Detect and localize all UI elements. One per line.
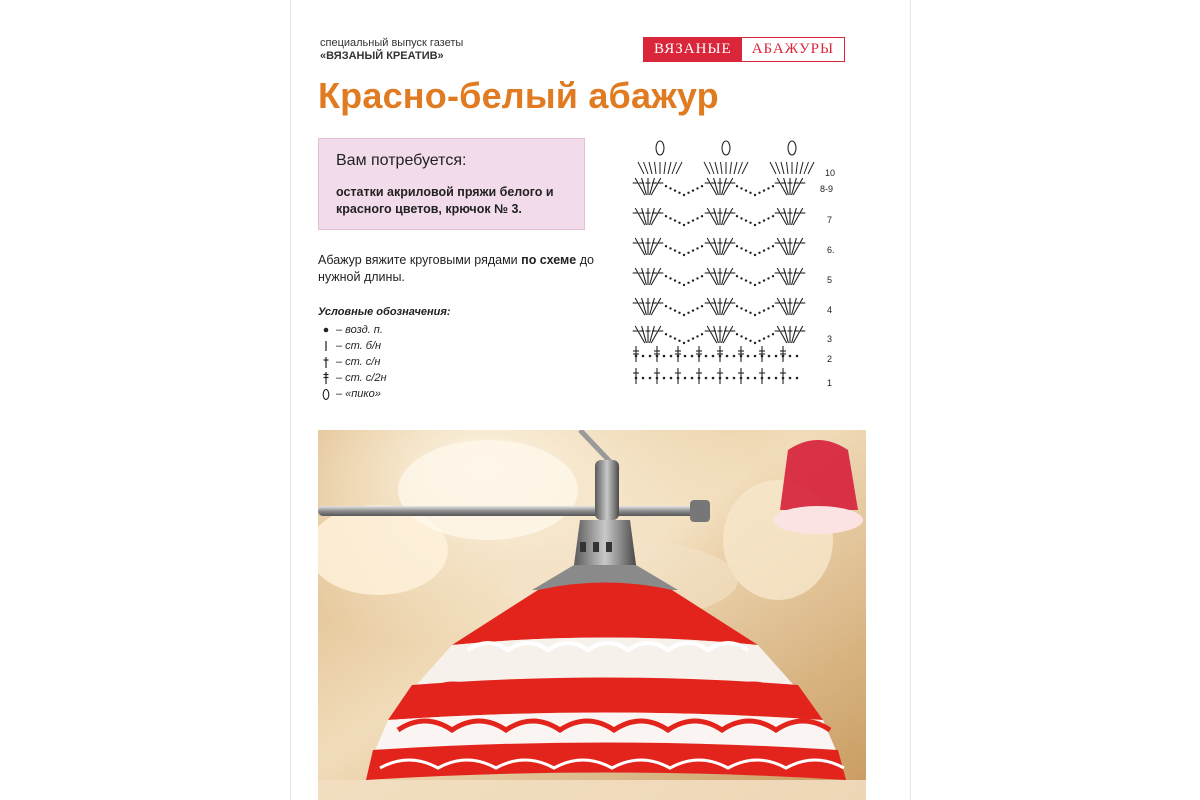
chain-dot — [663, 377, 666, 380]
chain-dot — [665, 275, 667, 277]
stitch-mark — [777, 208, 787, 225]
chain-dot — [684, 377, 687, 380]
chain-dot — [683, 224, 685, 226]
chain-dot — [701, 275, 703, 277]
page-right-edge — [910, 0, 911, 800]
chain-dot — [665, 333, 667, 335]
chain-dot — [712, 377, 715, 380]
stitch-mark — [635, 326, 645, 343]
chain-dot — [775, 355, 778, 358]
row-label: 3 — [827, 334, 833, 344]
stitch-mark — [792, 298, 797, 315]
chain-dot — [701, 215, 703, 217]
chain-dot — [669, 277, 671, 279]
chain-dot — [665, 305, 667, 307]
stitch-mark — [723, 268, 733, 285]
chain-dot — [763, 279, 765, 281]
chain-dot — [740, 247, 742, 249]
chain-dot — [687, 252, 689, 254]
legend-item: – ст. б/н — [318, 338, 578, 354]
stitch-mark — [715, 162, 718, 174]
chain-dot — [754, 314, 756, 316]
chain-dot — [683, 314, 685, 316]
chain-dot — [674, 219, 676, 221]
chain-dot — [649, 377, 652, 380]
stitch-mark — [676, 162, 682, 174]
chain-dot — [692, 219, 694, 221]
chain-dot — [740, 307, 742, 309]
stitch-mark — [742, 162, 748, 174]
stitch-mark — [668, 162, 671, 174]
legend-item: – возд. п. — [318, 322, 578, 338]
chain-dot — [749, 312, 751, 314]
row-label: 10 — [825, 168, 836, 178]
chain-dot — [772, 185, 774, 187]
chain-dot — [763, 309, 765, 311]
issue-line-1: специальный выпуск газеты — [320, 37, 464, 49]
chain-dot — [678, 222, 680, 224]
materials-title: Вам потребуется: — [336, 152, 467, 169]
stitch-mark — [651, 178, 661, 195]
chain-dot — [758, 192, 760, 194]
chain-dot — [687, 282, 689, 284]
stitch-mark — [649, 162, 652, 174]
chain-dot — [696, 307, 698, 309]
chain-dot — [768, 355, 771, 358]
stitch-mark — [730, 162, 732, 174]
stitch-mark — [792, 208, 797, 225]
chain-dot — [691, 355, 694, 358]
legend-item-text: «пико» — [345, 388, 381, 400]
page-left-edge — [290, 0, 291, 800]
chain-dot — [674, 249, 676, 251]
stitch-mark — [707, 238, 717, 255]
chain-dot — [670, 355, 673, 358]
chain-dot — [754, 194, 756, 196]
diagram-marks — [633, 141, 814, 384]
chain-dot — [767, 277, 769, 279]
chain-dot — [740, 335, 742, 337]
stitch-mark — [635, 208, 645, 225]
chain-dot — [796, 355, 799, 358]
stitch-mark — [784, 298, 789, 315]
stitch-mark — [777, 178, 787, 195]
row-label: 2 — [827, 354, 833, 364]
picot-mark — [722, 141, 730, 155]
chain-dot — [678, 192, 680, 194]
stitch-mark — [714, 268, 719, 285]
stitch-mark — [793, 238, 803, 255]
chain-dot — [796, 377, 799, 380]
stitch-mark — [793, 268, 803, 285]
stitch-mark — [723, 208, 733, 225]
stitch-mark — [793, 208, 803, 225]
stitch-mark — [722, 268, 727, 285]
chain-dot — [754, 254, 756, 256]
picot-mark — [788, 141, 796, 155]
oval-icon — [318, 387, 334, 401]
chain-dot — [687, 340, 689, 342]
chain-dot — [726, 355, 729, 358]
stitch-mark — [707, 178, 717, 195]
legend-item: – ст. с/н — [318, 354, 578, 370]
chain-dot — [736, 215, 738, 217]
chain-dot — [701, 185, 703, 187]
chain-dot — [740, 187, 742, 189]
stitch-mark — [804, 162, 809, 174]
cross-bar-icon — [318, 355, 334, 369]
chain-dot — [683, 194, 685, 196]
chain-dot — [758, 340, 760, 342]
chain-dot — [687, 222, 689, 224]
chain-dot — [670, 377, 673, 380]
stitch-mark — [722, 238, 727, 255]
legend-item: – ст. с/2н — [318, 370, 578, 386]
stitch-mark — [722, 326, 727, 343]
stitch-mark — [651, 208, 661, 225]
stitch-mark — [793, 178, 803, 195]
badge-left: ВЯЗАНЫЕ — [644, 38, 742, 61]
chain-dot — [772, 275, 774, 277]
chain-dot — [758, 252, 760, 254]
picot-mark — [656, 141, 664, 155]
row-label: 6. — [827, 245, 835, 255]
stitch-mark — [650, 298, 655, 315]
chain-dot — [683, 342, 685, 344]
chain-dot — [789, 377, 792, 380]
stitch-mark — [723, 326, 733, 343]
stitch-mark — [723, 178, 733, 195]
stitch-mark — [714, 298, 719, 315]
stitch-mark — [784, 208, 789, 225]
chain-dot — [763, 249, 765, 251]
stitch-mark — [651, 326, 661, 343]
stitch-mark — [707, 268, 717, 285]
stitch-mark — [714, 326, 719, 343]
chain-dot — [692, 279, 694, 281]
row-label: 4 — [827, 305, 833, 315]
chain-dot — [665, 215, 667, 217]
stitch-mark — [650, 268, 655, 285]
chain-dot — [767, 187, 769, 189]
chain-dot — [747, 355, 750, 358]
stitch-mark — [777, 268, 787, 285]
stitch-mark — [638, 162, 644, 174]
chain-dot — [745, 309, 747, 311]
chain-dot — [642, 355, 645, 358]
stitch-mark — [635, 298, 645, 315]
chain-dot — [745, 337, 747, 339]
legend-item: – «пико» — [318, 386, 578, 402]
stitch-mark — [792, 178, 797, 195]
bar-icon — [318, 339, 334, 353]
section-badge — [643, 37, 845, 62]
stitch-mark — [722, 178, 727, 195]
stitch-mark — [781, 162, 784, 174]
stitch-mark — [707, 208, 717, 225]
chain-dot — [736, 305, 738, 307]
chain-dot — [758, 222, 760, 224]
chain-dot — [696, 277, 698, 279]
chain-dot — [736, 245, 738, 247]
page-title: Красно-белый абажур — [318, 75, 719, 116]
chain-dot — [674, 309, 676, 311]
stitch-mark — [642, 178, 647, 195]
materials-text: остатки акриловой пряжи белого и красного цветов, крючок № 3. — [336, 185, 554, 216]
chain-dot — [663, 355, 666, 358]
stitch-mark — [707, 298, 717, 315]
chain-dot — [740, 277, 742, 279]
chain-dot — [678, 312, 680, 314]
chain-dot — [745, 279, 747, 281]
stitch-mark — [777, 326, 787, 343]
chain-dot — [754, 224, 756, 226]
chain-dot — [674, 279, 676, 281]
chain-dot — [669, 217, 671, 219]
stitch-mark — [734, 162, 737, 174]
stitch-mark — [642, 298, 647, 315]
chain-dot — [775, 377, 778, 380]
chain-dot — [642, 377, 645, 380]
chain-dot — [749, 222, 751, 224]
chain-dot — [740, 217, 742, 219]
issue-caption — [320, 37, 463, 63]
instruction-bold: по схеме — [521, 253, 577, 267]
issue-line-2: «ВЯЗАНЫЙ КРЕАТИВ» — [320, 50, 444, 62]
stitch-mark — [784, 268, 789, 285]
stitch-mark — [792, 326, 797, 343]
legend — [318, 306, 578, 402]
chain-dot — [763, 219, 765, 221]
chain-dot — [754, 377, 757, 380]
row-label: 5 — [827, 275, 833, 285]
legend-item-text: возд. п. — [345, 324, 383, 336]
chain-dot — [745, 249, 747, 251]
chain-dot — [754, 342, 756, 344]
stitch-mark — [651, 298, 661, 315]
stitch-mark — [777, 298, 787, 315]
stitch-mark — [777, 238, 787, 255]
stitch-mark — [650, 208, 655, 225]
chain-dot — [683, 254, 685, 256]
stitch-mark — [635, 238, 645, 255]
chain-dot — [683, 284, 685, 286]
stitch-mark — [635, 178, 645, 195]
stitch-mark — [672, 162, 677, 174]
chain-dot — [749, 340, 751, 342]
chain-dot — [712, 355, 715, 358]
stitch-mark — [642, 208, 647, 225]
stitch-mark — [770, 162, 776, 174]
chain-dot — [696, 187, 698, 189]
row-label: 7 — [827, 215, 833, 225]
chain-dot — [733, 355, 736, 358]
stitch-mark — [721, 162, 723, 174]
chain-dot — [705, 355, 708, 358]
chain-dot — [749, 192, 751, 194]
chain-dot — [669, 247, 671, 249]
legend-item-text: ст. с/2н — [345, 372, 387, 384]
stitch-mark — [664, 162, 666, 174]
stitch-mark — [784, 238, 789, 255]
legend-item-text: ст. б/н — [345, 340, 382, 352]
chain-dot — [736, 275, 738, 277]
stitch-mark — [707, 326, 717, 343]
chain-dot — [763, 337, 765, 339]
badge-right: АБАЖУРЫ — [742, 38, 844, 61]
instruction-text — [318, 252, 598, 286]
stitch-mark — [784, 178, 789, 195]
lampshade-photo — [318, 430, 866, 800]
chain-dot — [678, 340, 680, 342]
chain-dot — [692, 309, 694, 311]
chain-dot — [767, 335, 769, 337]
chain-dot — [772, 333, 774, 335]
stitch-mark — [714, 178, 719, 195]
chain-dot — [772, 245, 774, 247]
chain-dot — [745, 189, 747, 191]
chain-dot — [696, 335, 698, 337]
legend-title: Условные обозначения: — [318, 306, 451, 318]
stitch-mark — [793, 326, 803, 343]
stitch-mark — [650, 178, 655, 195]
chain-dot — [692, 189, 694, 191]
chain-dot — [763, 189, 765, 191]
chain-dot — [649, 355, 652, 358]
stitch-mark — [642, 326, 647, 343]
chain-dot — [687, 312, 689, 314]
stitch-mark — [710, 162, 715, 174]
stitch-mark — [808, 162, 814, 174]
stitch-mark — [651, 268, 661, 285]
chain-dot — [701, 333, 703, 335]
chain-dot — [767, 247, 769, 249]
stitch-mark — [800, 162, 803, 174]
stitch-mark — [650, 238, 655, 255]
double-cross-bar-icon — [318, 371, 334, 385]
stitch-mark — [722, 298, 727, 315]
chain-dot — [749, 282, 751, 284]
chain-dot — [754, 355, 757, 358]
dot-icon — [318, 323, 334, 337]
stitch-mark — [793, 298, 803, 315]
chain-dot — [678, 282, 680, 284]
chain-dot — [749, 252, 751, 254]
stitch-mark — [792, 238, 797, 255]
chain-dot — [701, 245, 703, 247]
chain-dot — [669, 307, 671, 309]
chain-dot — [736, 185, 738, 187]
chain-dot — [736, 333, 738, 335]
chain-dot — [767, 217, 769, 219]
stitch-mark — [722, 208, 727, 225]
stitch-mark — [644, 162, 649, 174]
chain-dot — [772, 215, 774, 217]
chain-dot — [691, 377, 694, 380]
stitch-mark — [655, 162, 657, 174]
stitch-mark — [635, 268, 645, 285]
crochet-diagram — [620, 130, 840, 410]
chain-dot — [726, 377, 729, 380]
chain-dot — [789, 355, 792, 358]
chain-dot — [687, 192, 689, 194]
legend-item-text: ст. с/н — [345, 356, 381, 368]
row-label: 8-9 — [820, 184, 834, 194]
chain-dot — [684, 355, 687, 358]
stitch-mark — [792, 268, 797, 285]
chain-dot — [767, 307, 769, 309]
chain-dot — [758, 282, 760, 284]
chain-dot — [745, 219, 747, 221]
chain-dot — [772, 305, 774, 307]
chain-dot — [758, 312, 760, 314]
chain-dot — [674, 189, 676, 191]
chain-dot — [692, 249, 694, 251]
chain-dot — [674, 337, 676, 339]
chain-dot — [678, 252, 680, 254]
instruction-pre: Абажур вяжите круговыми рядами — [318, 253, 522, 267]
stitch-mark — [704, 162, 710, 174]
chain-dot — [696, 247, 698, 249]
stitch-mark — [714, 238, 719, 255]
stitch-mark — [642, 238, 647, 255]
stitch-mark — [784, 326, 789, 343]
chain-dot — [669, 187, 671, 189]
instruction-post: до нужной длины. — [318, 253, 594, 284]
stitch-mark — [787, 162, 789, 174]
stitch-mark — [796, 162, 798, 174]
chain-dot — [696, 217, 698, 219]
chain-dot — [754, 284, 756, 286]
chain-dot — [747, 377, 750, 380]
chain-dot — [665, 245, 667, 247]
chain-dot — [768, 377, 771, 380]
chain-dot — [692, 337, 694, 339]
stitch-mark — [723, 238, 733, 255]
stitch-mark — [776, 162, 781, 174]
chain-dot — [733, 377, 736, 380]
chain-dot — [669, 335, 671, 337]
materials-box — [318, 138, 585, 230]
stitch-mark — [642, 268, 647, 285]
stitch-mark — [714, 208, 719, 225]
stitch-mark — [723, 298, 733, 315]
stitch-mark — [650, 326, 655, 343]
chain-dot — [701, 305, 703, 307]
chain-dot — [665, 185, 667, 187]
stitch-mark — [651, 238, 661, 255]
stitch-mark — [738, 162, 743, 174]
row-label: 1 — [827, 378, 833, 388]
chain-dot — [705, 377, 708, 380]
